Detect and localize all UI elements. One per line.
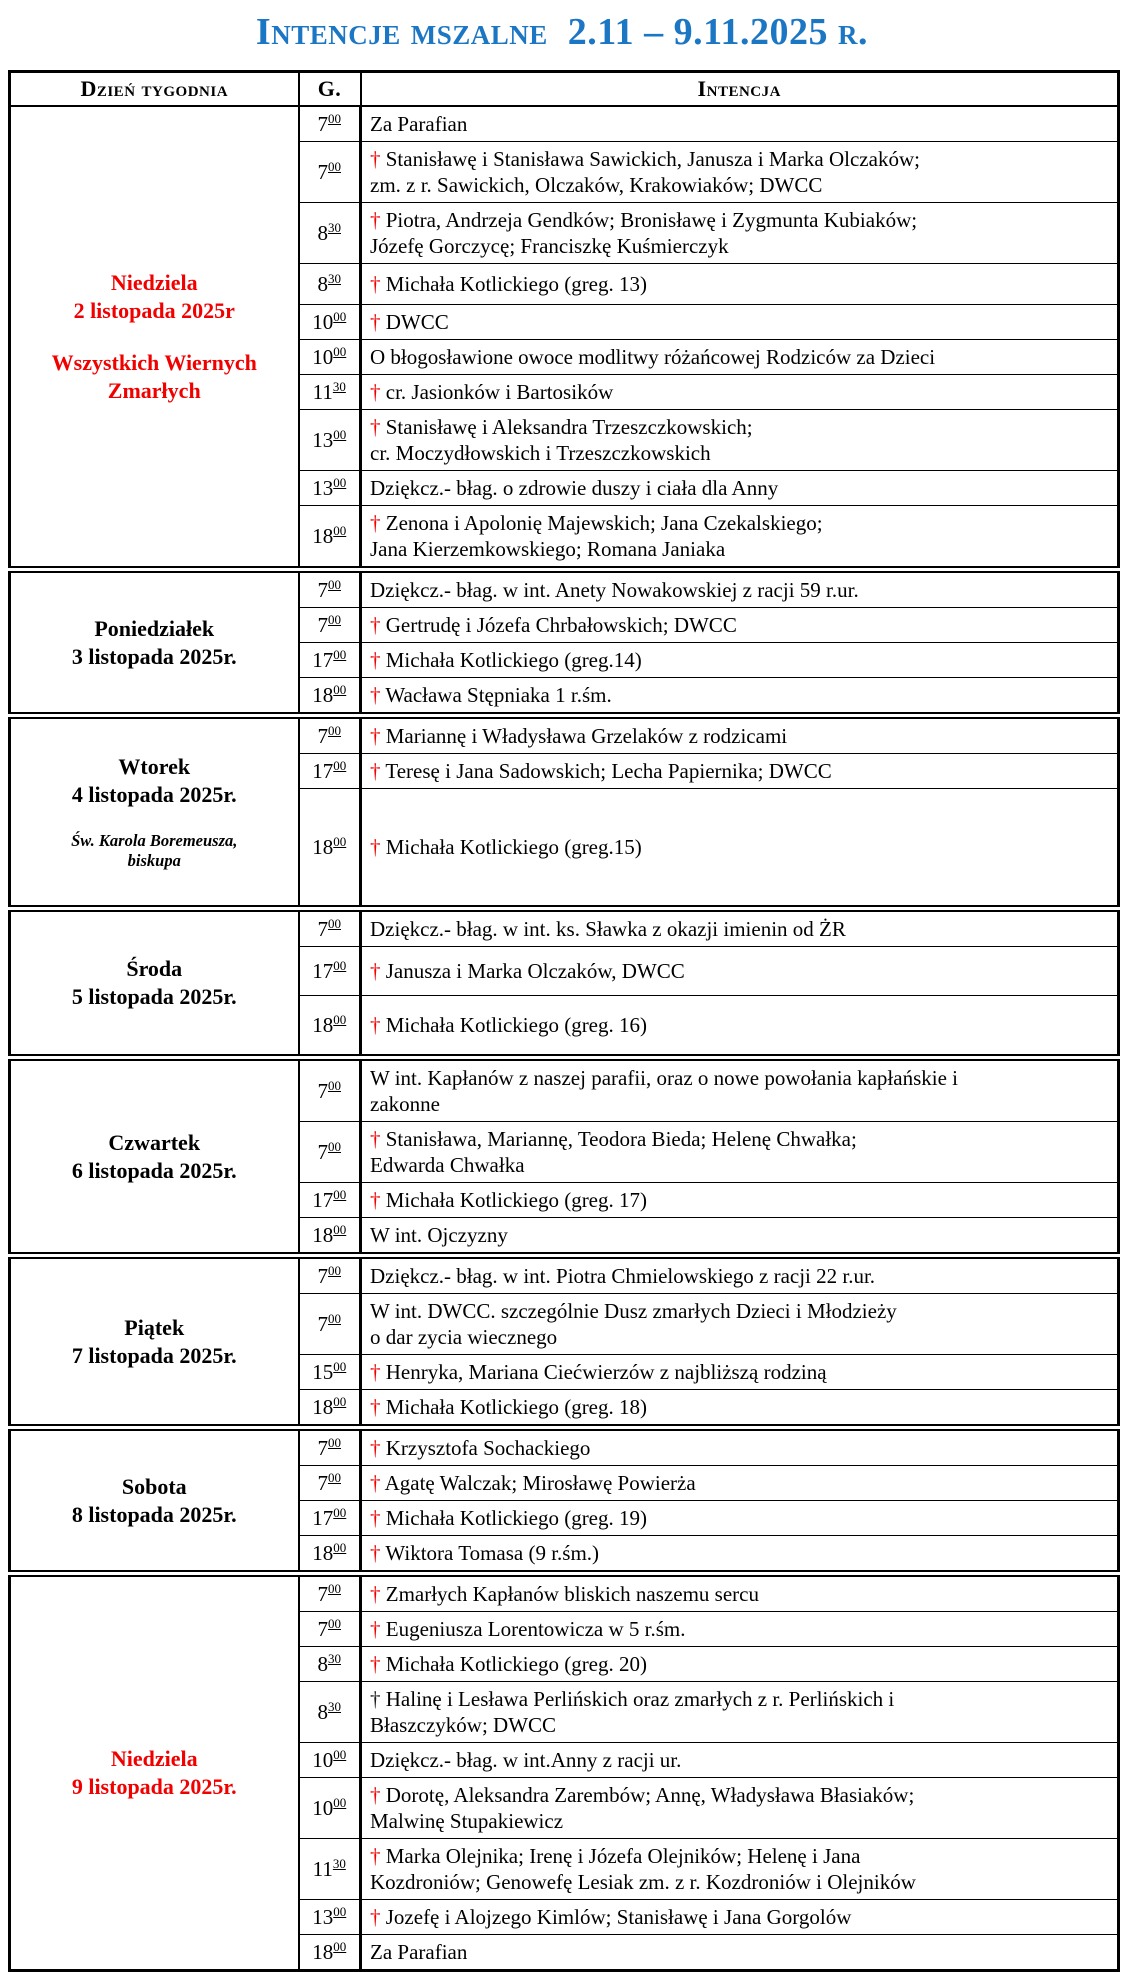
hour-value: 7 <box>317 111 328 136</box>
minutes-value: 00 <box>328 722 341 738</box>
page-title: Intencje mszalne 2.11 – 9.11.2025 r. <box>255 11 869 53</box>
intention-cell <box>361 608 1119 643</box>
hour-value: 7 <box>317 159 328 184</box>
hour-value: 18 <box>312 834 334 859</box>
time-cell <box>299 1612 361 1647</box>
day-name-line: 5 listopada 2025r. <box>71 984 237 1009</box>
minutes-value: 00 <box>333 1504 347 1520</box>
intentions-table <box>8 70 1120 1972</box>
time-cell <box>299 1122 361 1183</box>
time-cell <box>299 142 361 203</box>
day-name-line: Wtorek <box>118 754 191 779</box>
intention-cell <box>361 1574 1119 1612</box>
time-cell <box>299 996 361 1058</box>
minutes-value: 00 <box>333 1794 347 1810</box>
time-cell <box>299 1256 361 1294</box>
minutes-value: 00 <box>328 1615 341 1631</box>
day-section <box>10 716 1119 909</box>
time-cell <box>299 1900 361 1935</box>
table-row <box>10 106 1119 142</box>
day-cell <box>10 570 299 716</box>
intention-text: Michała Kotlickiego (greg.14) <box>385 648 642 672</box>
time-cell <box>299 506 361 570</box>
cross-icon: † <box>370 1360 386 1384</box>
intention-text: Agatę Walczak; Mirosławę Powierża <box>384 1471 696 1495</box>
time-cell <box>299 1183 361 1218</box>
intention-text: o dar zycia wiecznego <box>370 1325 558 1349</box>
table-row <box>10 716 1119 754</box>
cross-icon: † <box>370 648 386 672</box>
time-cell <box>299 1390 361 1428</box>
minutes-value: 30 <box>328 1650 341 1666</box>
intention-cell <box>361 1536 1119 1574</box>
intention-text: Michała Kotlickiego (greg. 17) <box>385 1188 647 1212</box>
minutes-value: 00 <box>333 833 347 849</box>
intention-text: Krzysztofa Sochackiego <box>385 1436 591 1460</box>
intention-cell <box>361 106 1119 142</box>
day-saint-line: biskupa <box>127 851 181 870</box>
hour-value: 7 <box>317 916 328 941</box>
cross-icon: † <box>370 835 386 859</box>
intention-cell <box>361 1778 1119 1839</box>
intention-cell <box>361 1355 1119 1390</box>
intention-text: Eugeniusza Lorentowicza w 5 r.śm. <box>385 1617 686 1641</box>
intention-cell <box>361 754 1119 789</box>
intention-text: Kozdroniów; Genowefę Lesiak zm. z r. Kozdroniów i Olejników <box>370 1870 916 1894</box>
day-section <box>10 1574 1119 1971</box>
day-cell <box>10 1256 299 1428</box>
cross-icon: † <box>370 683 386 707</box>
cross-icon: † <box>370 1783 386 1807</box>
intention-cell <box>361 1122 1119 1183</box>
hour-value: 8 <box>317 220 328 245</box>
table-row <box>10 909 1119 947</box>
time-cell <box>299 375 361 410</box>
cross-icon: † <box>370 1471 385 1495</box>
intention-cell <box>361 264 1119 305</box>
time-cell <box>299 716 361 754</box>
minutes-value: 00 <box>333 1011 347 1027</box>
intention-text: Wiktora Tomasa (9 r.śm.) <box>385 1541 600 1565</box>
minutes-value: 00 <box>333 1358 347 1374</box>
day-cell <box>10 1428 299 1574</box>
intention-cell <box>361 1612 1119 1647</box>
time-cell <box>299 410 361 471</box>
intention-text: W int. Ojczyzny <box>370 1223 508 1247</box>
intention-text: Józefę Gorczycę; Franciszkę Kuśmierczyk <box>370 234 729 258</box>
hour-value: 18 <box>312 523 334 548</box>
time-cell <box>299 678 361 716</box>
intention-text: W int. DWCC. szczególnie Dusz zmarłych Dzieci i Młodzieży <box>370 1299 897 1323</box>
intention-cell <box>361 947 1119 996</box>
intention-cell <box>361 1390 1119 1428</box>
intention-cell <box>361 471 1119 506</box>
day-feast-line: Zmarłych <box>107 377 201 403</box>
day-name-line: 6 listopada 2025r. <box>71 1157 237 1183</box>
intention-text: Za Parafian <box>370 112 468 136</box>
minutes-value: 00 <box>328 1580 341 1596</box>
cross-icon: † <box>370 1436 386 1460</box>
intention-text: zakonne <box>370 1092 440 1116</box>
intention-text: Edwarda Chwałka <box>370 1153 525 1177</box>
time-cell <box>299 1058 361 1122</box>
intention-text: Mariannę i Władysława Grzelaków z rodzicami <box>385 724 788 748</box>
cross-icon: † <box>370 1541 386 1565</box>
intention-text: Henryka, Mariana Ciećwierzów z najbliższą rodziną <box>385 1360 827 1384</box>
intention-text: Gertrudę i Józefa Chrbałowskich; DWCC <box>385 613 737 637</box>
minutes-value: 00 <box>328 1434 341 1450</box>
day-section <box>10 1256 1119 1428</box>
intention-text: Malwinę Stupakiewicz <box>370 1809 564 1833</box>
day-cell <box>10 1574 299 1971</box>
minutes-value: 00 <box>333 1393 347 1409</box>
intention-text: Zmarłych Kapłanów bliskich naszemu sercu <box>385 1582 759 1606</box>
day-name-line: 4 listopada 2025r. <box>71 782 237 807</box>
intention-cell <box>361 1501 1119 1536</box>
time-cell <box>299 1778 361 1839</box>
day-name-line: Piątek <box>124 1314 185 1340</box>
intention-text: Janusza i Marka Olczaków, DWCC <box>385 959 685 983</box>
hour-value: 8 <box>317 271 328 296</box>
hour-value: 18 <box>312 682 334 707</box>
time-cell <box>299 1294 361 1355</box>
col-header-hour: G. <box>299 72 361 107</box>
time-cell <box>299 643 361 678</box>
time-cell <box>299 106 361 142</box>
minutes-value: 30 <box>328 219 341 235</box>
hour-value: 17 <box>312 958 334 983</box>
intention-text: Dorotę, Aleksandra Zarembów; Annę, Władysława Błasiaków; <box>385 1783 915 1807</box>
day-name-line: 9 listopada 2025r. <box>71 1774 237 1799</box>
intention-cell <box>361 716 1119 754</box>
intention-text: cr. Jasionków i Bartosików <box>385 380 614 404</box>
time-cell <box>299 789 361 909</box>
minutes-value: 00 <box>333 308 347 324</box>
minutes-value: 00 <box>333 522 347 538</box>
time-cell <box>299 1682 361 1743</box>
minutes-value: 00 <box>333 1903 347 1919</box>
intention-cell <box>361 909 1119 947</box>
intention-cell <box>361 340 1119 375</box>
minutes-value: 30 <box>328 1698 341 1714</box>
intention-cell <box>361 375 1119 410</box>
hour-value: 15 <box>312 1359 334 1384</box>
hour-value: 7 <box>317 577 328 602</box>
intention-text: Stanisława, Mariannę, Teodora Bieda; Helenę Chwałka; <box>385 1127 857 1151</box>
minutes-value: 00 <box>328 915 341 931</box>
intention-text: Piotra, Andrzeja Gendków; Bronisławę i Zygmunta Kubiaków; <box>385 208 918 232</box>
intention-text: Błaszczyków; DWCC <box>370 1713 557 1737</box>
cross-icon: † <box>370 380 386 404</box>
hour-value: 7 <box>317 1470 328 1495</box>
hour-value: 7 <box>317 1616 328 1641</box>
day-section <box>10 909 1119 1058</box>
intention-text: Michała Kotlickiego (greg. 19) <box>385 1506 647 1530</box>
minutes-value: 00 <box>328 1077 341 1093</box>
hour-value: 11 <box>312 1856 333 1881</box>
time-cell <box>299 1466 361 1501</box>
intention-text: O błogosławione owoce modlitwy różańcowej Rodziców za Dzieci <box>370 345 936 369</box>
cross-icon: † <box>370 1395 386 1419</box>
day-cell <box>10 716 299 909</box>
hour-value: 13 <box>312 427 334 452</box>
cross-icon: † <box>370 147 386 171</box>
cross-icon: † <box>370 1617 386 1641</box>
cross-icon: † <box>370 1506 386 1530</box>
minutes-value: 00 <box>333 474 347 490</box>
hour-value: 18 <box>312 1394 334 1419</box>
cross-icon: † <box>370 208 386 232</box>
cross-icon: † <box>370 1844 386 1868</box>
intention-cell <box>361 1682 1119 1743</box>
time-cell <box>299 754 361 789</box>
intention-text: Zenona i Apolonię Majewskich; Jana Czekalskiego; <box>385 511 823 535</box>
hour-value: 8 <box>317 1699 328 1724</box>
day-name-line: 7 listopada 2025r. <box>71 1342 237 1368</box>
intention-cell <box>361 1743 1119 1778</box>
intention-text: Wacława Stępniaka 1 r.śm. <box>385 683 612 707</box>
table-header <box>10 72 1119 107</box>
intention-cell <box>361 203 1119 264</box>
time-cell <box>299 1218 361 1256</box>
table-row <box>10 1428 1119 1466</box>
minutes-value: 00 <box>333 757 347 773</box>
intention-cell <box>361 996 1119 1058</box>
cross-icon: † <box>370 310 386 334</box>
day-saint-line: Św. Karola Boremeusza, <box>71 831 238 850</box>
day-cell <box>10 909 299 1058</box>
minutes-value: 00 <box>333 343 347 359</box>
day-feast-line: Wszystkich Wiernych <box>51 349 257 375</box>
cross-icon: † <box>370 1127 386 1151</box>
hour-value: 18 <box>312 1939 334 1964</box>
time-cell <box>299 570 361 608</box>
intention-cell <box>361 1428 1119 1466</box>
day-section <box>10 1428 1119 1574</box>
cross-icon: † <box>370 959 386 983</box>
minutes-value: 00 <box>328 576 341 592</box>
intention-text: Michała Kotlickiego (greg.15) <box>385 835 642 859</box>
minutes-value: 00 <box>333 1539 347 1555</box>
intention-text: Stanisławę i Stanisława Sawickich, Janusza i Marka Olczaków; <box>385 147 920 171</box>
intention-cell <box>361 1935 1119 1971</box>
cross-icon: † <box>370 1582 386 1606</box>
minutes-value: 00 <box>328 1262 341 1278</box>
intention-text: Stanisławę i Aleksandra Trzeszczkowskich; <box>385 415 753 439</box>
day-name-line: Czwartek <box>108 1129 201 1155</box>
day-name-line: 3 listopada 2025r. <box>71 643 237 669</box>
hour-value: 7 <box>317 1078 328 1103</box>
cross-icon: † <box>370 1687 386 1711</box>
hour-value: 7 <box>317 723 328 748</box>
cross-icon: † <box>370 511 386 535</box>
hour-value: 7 <box>317 1263 328 1288</box>
minutes-value: 00 <box>333 426 347 442</box>
cross-icon: † <box>370 1188 386 1212</box>
cross-icon: † <box>370 415 386 439</box>
minutes-value: 00 <box>333 1938 347 1954</box>
cross-icon: † <box>370 272 386 296</box>
col-header-intention: Intencja <box>361 72 1119 107</box>
hour-value: 7 <box>317 612 328 637</box>
intention-text: Za Parafian <box>370 1940 468 1964</box>
day-name-line: Środa <box>126 956 183 981</box>
cross-icon: † <box>370 613 386 637</box>
minutes-value: 00 <box>333 646 347 662</box>
time-cell <box>299 1574 361 1612</box>
page <box>0 10 1124 1972</box>
intention-text: Dziękcz.- błag. o zdrowie duszy i ciała dla Anny <box>370 476 779 500</box>
intention-text: Michała Kotlickiego (greg. 13) <box>385 272 647 296</box>
intention-text: Marka Olejnika; Irenę i Józefa Olejników; Helenę i Jana <box>385 1844 861 1868</box>
hour-value: 18 <box>312 1222 334 1247</box>
cross-icon: † <box>370 1652 386 1676</box>
table-row <box>10 1058 1119 1122</box>
intention-cell <box>361 789 1119 909</box>
cross-icon: † <box>370 1013 386 1037</box>
minutes-value: 00 <box>328 1469 341 1485</box>
minutes-value: 00 <box>333 957 347 973</box>
hour-value: 17 <box>312 758 334 783</box>
intention-text: Jozefę i Alojzego Kimlów; Stanisławę i Jana Gorgolów <box>385 1905 852 1929</box>
intention-text: Michała Kotlickiego (greg. 16) <box>385 1013 647 1037</box>
time-cell <box>299 1839 361 1900</box>
day-cell <box>10 106 299 570</box>
time-cell <box>299 1743 361 1778</box>
cross-icon: † <box>370 724 386 748</box>
time-cell <box>299 1355 361 1390</box>
hour-value: 17 <box>312 1187 334 1212</box>
hour-value: 13 <box>312 475 334 500</box>
intention-cell <box>361 506 1119 570</box>
intention-cell <box>361 1466 1119 1501</box>
day-name-line: Sobota <box>121 1473 187 1499</box>
intention-cell <box>361 643 1119 678</box>
hour-value: 11 <box>312 379 333 404</box>
intention-cell <box>361 1218 1119 1256</box>
time-cell <box>299 471 361 506</box>
day-cell <box>10 1058 299 1256</box>
minutes-value: 00 <box>328 110 341 126</box>
time-cell <box>299 947 361 996</box>
intention-cell <box>361 1183 1119 1218</box>
hour-value: 13 <box>312 1904 334 1929</box>
minutes-value: 00 <box>328 1138 341 1154</box>
minutes-value: 30 <box>332 1855 346 1871</box>
intention-text: cr. Moczydłowskich i Trzeszczkowskich <box>370 441 711 465</box>
hour-value: 18 <box>312 1540 334 1565</box>
time-cell <box>299 305 361 340</box>
time-cell <box>299 1501 361 1536</box>
minutes-value: 00 <box>333 681 347 697</box>
minutes-value: 30 <box>332 378 346 394</box>
intention-text: W int. Kapłanów z naszej parafii, oraz o nowe powołania kapłańskie i <box>370 1066 958 1090</box>
intention-text: Teresę i Jana Sadowskich; Lecha Papiernika; DWCC <box>385 759 832 783</box>
intention-text: Michała Kotlickiego (greg. 18) <box>385 1395 647 1419</box>
hour-value: 7 <box>317 1139 328 1164</box>
hour-value: 10 <box>312 1747 334 1772</box>
minutes-value: 00 <box>333 1221 347 1237</box>
hour-value: 17 <box>312 647 334 672</box>
minutes-value: 00 <box>333 1186 347 1202</box>
time-cell <box>299 340 361 375</box>
table-row <box>10 570 1119 608</box>
intention-text: zm. z r. Sawickich, Olczaków, Krakowiaków; DWCC <box>370 173 823 197</box>
intention-text: Halinę i Lesława Perlińskich oraz zmarłych z r. Perlińskich i <box>385 1687 895 1711</box>
time-cell <box>299 1536 361 1574</box>
hour-value: 10 <box>312 1795 334 1820</box>
intention-cell <box>361 142 1119 203</box>
intention-text: Michała Kotlickiego (greg. 20) <box>385 1652 647 1676</box>
time-cell <box>299 264 361 305</box>
minutes-value: 00 <box>328 1310 341 1326</box>
time-cell <box>299 1647 361 1682</box>
hour-value: 7 <box>317 1311 328 1336</box>
intention-text: Dziękcz.- błag. w int. Piotra Chmielowskiego z racji 22 r.ur. <box>370 1264 876 1288</box>
intention-cell <box>361 1294 1119 1355</box>
day-section <box>10 1058 1119 1256</box>
day-name-line: Poniedziałek <box>94 615 215 641</box>
intention-cell <box>361 678 1119 716</box>
day-name-line: 8 listopada 2025r. <box>71 1501 237 1527</box>
minutes-value: 00 <box>333 1746 347 1762</box>
hour-value: 17 <box>312 1505 334 1530</box>
intention-cell <box>361 1900 1119 1935</box>
hour-value: 10 <box>312 309 334 334</box>
day-section <box>10 570 1119 716</box>
time-cell <box>299 1935 361 1971</box>
intention-cell <box>361 410 1119 471</box>
intention-text: Dziękcz.- błag. w int. ks. Sławka z okazji imienin od ŻR <box>370 917 846 941</box>
col-header-day: Dzień tygodnia <box>10 72 299 107</box>
time-cell <box>299 608 361 643</box>
cross-icon: † <box>370 1905 386 1929</box>
day-name-line: Niedziela <box>110 269 198 295</box>
hour-value: 18 <box>312 1012 334 1037</box>
hour-value: 8 <box>317 1651 328 1676</box>
minutes-value: 00 <box>328 611 341 627</box>
intention-text: Dziękcz.- błag. w int. Anety Nowakowskiej z racji 59 r.ur. <box>370 578 859 602</box>
cross-icon: † <box>370 759 386 783</box>
hour-value: 7 <box>317 1581 328 1606</box>
header-row <box>10 72 1119 107</box>
minutes-value: 00 <box>328 158 341 174</box>
time-cell <box>299 909 361 947</box>
hour-value: 7 <box>317 1435 328 1460</box>
intention-cell <box>361 305 1119 340</box>
intention-text: Dziękcz.- błag. w int.Anny z racji ur. <box>370 1748 682 1772</box>
intention-text: DWCC <box>385 310 449 334</box>
intention-cell <box>361 1647 1119 1682</box>
intention-cell <box>361 1839 1119 1900</box>
table-row <box>10 1256 1119 1294</box>
time-cell <box>299 203 361 264</box>
intention-cell <box>361 570 1119 608</box>
minutes-value: 30 <box>328 270 341 286</box>
time-cell <box>299 1428 361 1466</box>
table-row <box>10 1574 1119 1612</box>
intention-text: Jana Kierzemkowskiego; Romana Janiaka <box>370 537 726 561</box>
day-section <box>10 106 1119 570</box>
day-name-line: Niedziela <box>110 1746 198 1771</box>
hour-value: 10 <box>312 344 334 369</box>
day-name-line: 2 listopada 2025r <box>73 297 235 323</box>
intention-cell <box>361 1256 1119 1294</box>
intention-cell <box>361 1058 1119 1122</box>
